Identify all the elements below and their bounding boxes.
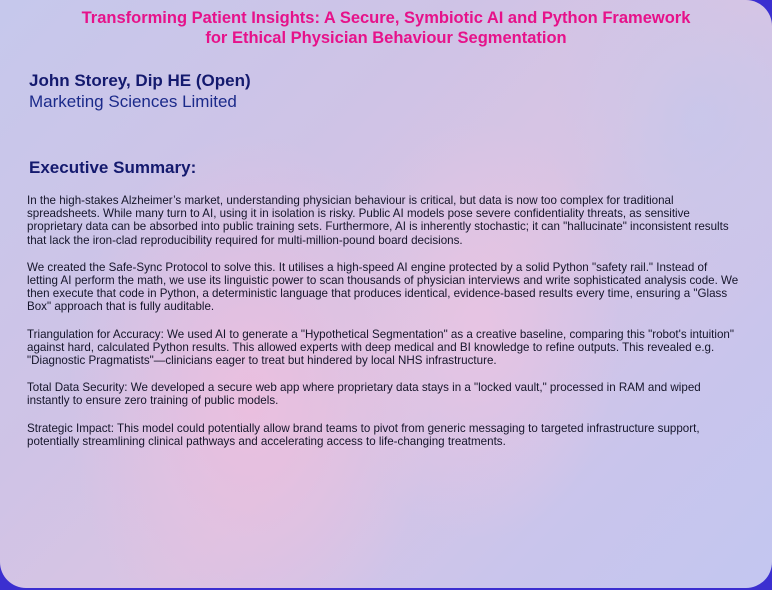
author-name: John Storey, Dip HE (Open) (29, 71, 251, 90)
summary-paragraph-impact: Strategic Impact: This model could potentially allow brand teams to pivot from generic messaging to targeted infrastructure support, potentially streamlining clinical pathways and accelerating access to life-changing treatments. (27, 421, 700, 448)
executive-summary-body (27, 194, 739, 462)
executive-summary-heading: Executive Summary: (29, 158, 197, 177)
poster-title-line-2: for Ethical Physician Behaviour Segmentation (205, 29, 567, 47)
summary-paragraph-security: Total Data Security: We developed a secure web app where proprietary data stays in a "locked vault," processed in RAM and wiped instantly to ensure zero training of public models. (27, 381, 701, 408)
poster-title (0, 8, 772, 48)
summary-paragraph-protocol: We created the Safe-Sync Protocol to solve this. It utilises a high-speed AI engine protected by a solid Python "safety rail." Instead of letting AI perform the math, we use its linguistic power to scan thousands of physician interviews and write sophisticated analysis code. We then execute that code in Python, a deterministic language that produces identical, evidence-based results every time, ensuring a "Glass Box" approach that is fully auditable. (27, 260, 739, 314)
poster-title-line-1: Transforming Patient Insights: A Secure, Symbiotic AI and Python Framework (81, 9, 691, 27)
author-organization: Marketing Sciences Limited (29, 92, 237, 111)
summary-paragraph-triangulation: Triangulation for Accuracy: We used AI to generate a "Hypothetical Segmentation" as a creative baseline, comparing this "robot's intuition" against hard, calculated Python results. This allowed experts with deep medical and BI knowledge to refine outputs. This revealed e.g. "Diagnostic Pragmatists"—clinicians eager to treat but hindered by local NHS infrastructure. (27, 327, 734, 368)
summary-paragraph-market: In the high-stakes Alzheimer’s market, understanding physician behaviour is critical, but data is now too complex for traditional spreadsheets. While many turn to AI, using it in isolation is risky. Public AI models pose severe confidentiality threats, as sensitive proprietary data can be absorbed into public training sets. Furthermore, AI is inherently stochastic; it can "hallucinate" inconsistent results that lack the iron-clad reproducibility required for multi-million-pound board decisions. (27, 194, 729, 247)
